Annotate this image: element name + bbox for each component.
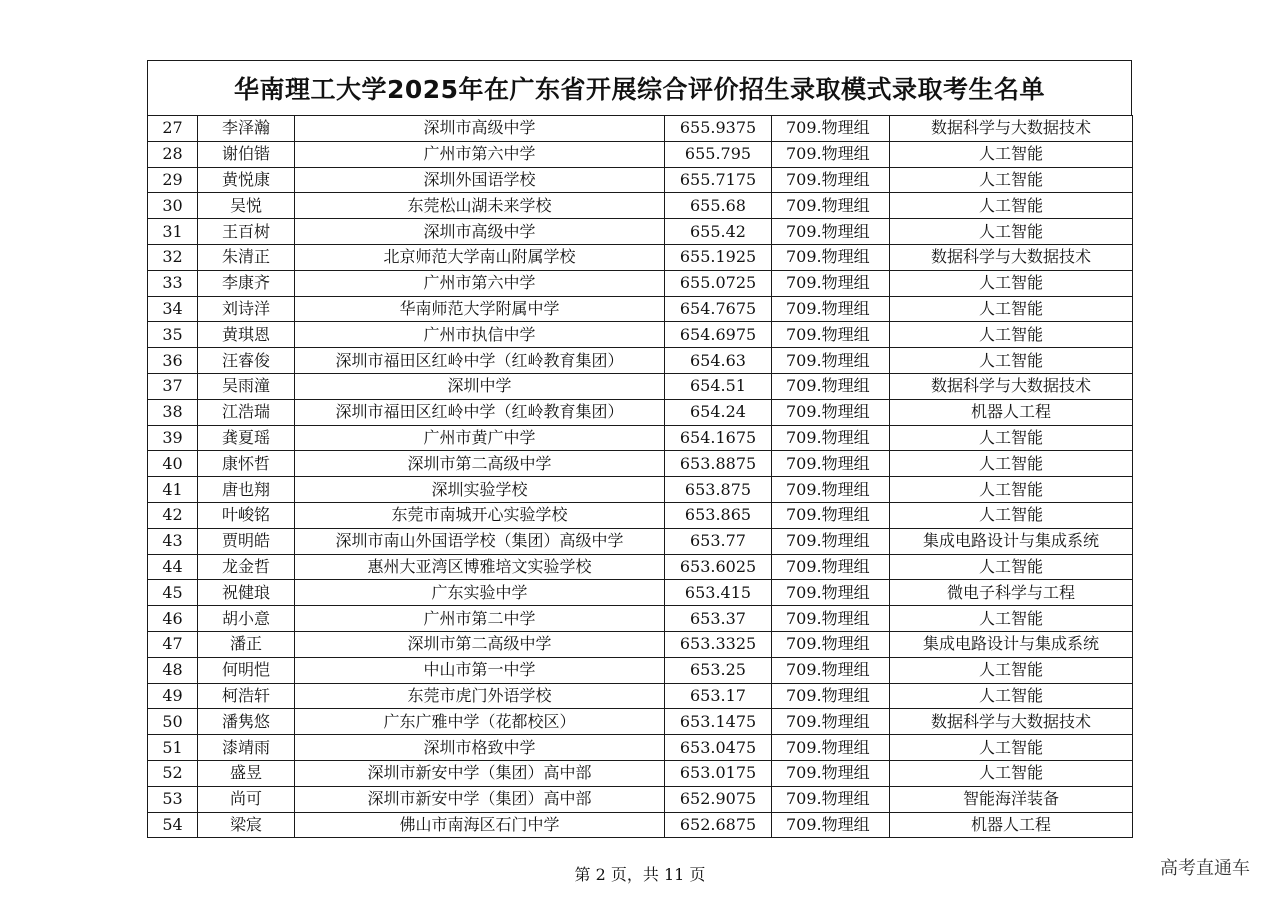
subject-group-cell: 709.物理组 — [772, 322, 890, 348]
table-row — [148, 812, 1133, 838]
major-cell: 人工智能 — [890, 141, 1133, 167]
student-name-cell: 潘正 — [198, 631, 295, 657]
row-number-cell: 33 — [148, 270, 198, 296]
subject-group-cell: 709.物理组 — [772, 528, 890, 554]
subject-group-cell: 709.物理组 — [772, 812, 890, 838]
row-number-cell: 44 — [148, 554, 198, 580]
row-number-cell: 41 — [148, 477, 198, 503]
student-name-cell: 王百树 — [198, 219, 295, 245]
row-number-cell: 51 — [148, 735, 198, 761]
school-cell: 东莞松山湖未来学校 — [295, 193, 665, 219]
student-name-cell: 何明恺 — [198, 657, 295, 683]
row-number-cell: 34 — [148, 296, 198, 322]
table-row — [148, 502, 1133, 528]
major-cell: 人工智能 — [890, 322, 1133, 348]
table-row — [148, 709, 1133, 735]
subject-group-cell: 709.物理组 — [772, 606, 890, 632]
school-cell: 深圳中学 — [295, 373, 665, 399]
subject-group-cell: 709.物理组 — [772, 502, 890, 528]
title-box — [147, 60, 1132, 115]
school-cell: 深圳市福田区红岭中学（红岭教育集团） — [295, 348, 665, 374]
major-cell: 人工智能 — [890, 451, 1133, 477]
major-cell: 人工智能 — [890, 554, 1133, 580]
score-cell: 653.415 — [665, 580, 772, 606]
subject-group-cell: 709.物理组 — [772, 580, 890, 606]
row-number-cell: 27 — [148, 116, 198, 142]
score-cell: 653.3325 — [665, 631, 772, 657]
major-cell: 人工智能 — [890, 167, 1133, 193]
score-cell: 653.8875 — [665, 451, 772, 477]
subject-group-cell: 709.物理组 — [772, 141, 890, 167]
table-row — [148, 425, 1133, 451]
row-number-cell: 46 — [148, 606, 198, 632]
score-cell: 655.42 — [665, 219, 772, 245]
school-cell: 深圳市高级中学 — [295, 219, 665, 245]
row-number-cell: 36 — [148, 348, 198, 374]
student-name-cell: 刘诗洋 — [198, 296, 295, 322]
school-cell: 华南师范大学附属中学 — [295, 296, 665, 322]
major-cell: 数据科学与大数据技术 — [890, 373, 1133, 399]
row-number-cell: 31 — [148, 219, 198, 245]
school-cell: 惠州大亚湾区博雅培文实验学校 — [295, 554, 665, 580]
score-cell: 654.1675 — [665, 425, 772, 451]
school-cell: 深圳市南山外国语学校（集团）高级中学 — [295, 528, 665, 554]
subject-group-cell: 709.物理组 — [772, 425, 890, 451]
admission-table-body — [148, 116, 1133, 838]
student-name-cell: 吴悦 — [198, 193, 295, 219]
subject-group-cell: 709.物理组 — [772, 399, 890, 425]
subject-group-cell: 709.物理组 — [772, 786, 890, 812]
row-number-cell: 45 — [148, 580, 198, 606]
score-cell: 653.0475 — [665, 735, 772, 761]
subject-group-cell: 709.物理组 — [772, 270, 890, 296]
admission-list-document — [147, 60, 1132, 838]
school-cell: 深圳市第二高级中学 — [295, 631, 665, 657]
student-name-cell: 盛昱 — [198, 760, 295, 786]
major-cell: 集成电路设计与集成系统 — [890, 528, 1133, 554]
score-cell: 654.24 — [665, 399, 772, 425]
score-cell: 654.63 — [665, 348, 772, 374]
student-name-cell: 吴雨潼 — [198, 373, 295, 399]
table-row — [148, 116, 1133, 142]
student-name-cell: 漆靖雨 — [198, 735, 295, 761]
subject-group-cell: 709.物理组 — [772, 451, 890, 477]
student-name-cell: 李康齐 — [198, 270, 295, 296]
score-cell: 653.77 — [665, 528, 772, 554]
school-cell: 广州市第二中学 — [295, 606, 665, 632]
table-row — [148, 167, 1133, 193]
student-name-cell: 潘隽悠 — [198, 709, 295, 735]
page-footer: 第 2 页，共 11 页 — [574, 865, 706, 884]
subject-group-cell: 709.物理组 — [772, 193, 890, 219]
major-cell: 人工智能 — [890, 502, 1133, 528]
table-row — [148, 786, 1133, 812]
table-row — [148, 141, 1133, 167]
student-name-cell: 谢伯锴 — [198, 141, 295, 167]
student-name-cell: 汪睿俊 — [198, 348, 295, 374]
school-cell: 深圳实验学校 — [295, 477, 665, 503]
row-number-cell: 50 — [148, 709, 198, 735]
student-name-cell: 叶峻铭 — [198, 502, 295, 528]
table-row — [148, 244, 1133, 270]
score-cell: 655.795 — [665, 141, 772, 167]
student-name-cell: 黄悦康 — [198, 167, 295, 193]
table-row — [148, 219, 1133, 245]
row-number-cell: 32 — [148, 244, 198, 270]
table-row — [148, 657, 1133, 683]
score-cell: 655.9375 — [665, 116, 772, 142]
school-cell: 广州市执信中学 — [295, 322, 665, 348]
major-cell: 人工智能 — [890, 219, 1133, 245]
major-cell: 人工智能 — [890, 606, 1133, 632]
row-number-cell: 43 — [148, 528, 198, 554]
major-cell: 数据科学与大数据技术 — [890, 116, 1133, 142]
major-cell: 人工智能 — [890, 657, 1133, 683]
school-cell: 深圳市格致中学 — [295, 735, 665, 761]
subject-group-cell: 709.物理组 — [772, 244, 890, 270]
school-cell: 佛山市南海区石门中学 — [295, 812, 665, 838]
student-name-cell: 梁宸 — [198, 812, 295, 838]
score-cell: 653.17 — [665, 683, 772, 709]
school-cell: 深圳市高级中学 — [295, 116, 665, 142]
school-cell: 深圳市新安中学（集团）高中部 — [295, 760, 665, 786]
row-number-cell: 53 — [148, 786, 198, 812]
row-number-cell: 28 — [148, 141, 198, 167]
school-cell: 深圳外国语学校 — [295, 167, 665, 193]
row-number-cell: 48 — [148, 657, 198, 683]
major-cell: 机器人工程 — [890, 399, 1133, 425]
major-cell: 人工智能 — [890, 425, 1133, 451]
subject-group-cell: 709.物理组 — [772, 735, 890, 761]
student-name-cell: 江浩瑞 — [198, 399, 295, 425]
subject-group-cell: 709.物理组 — [772, 348, 890, 374]
subject-group-cell: 709.物理组 — [772, 657, 890, 683]
score-cell: 654.7675 — [665, 296, 772, 322]
row-number-cell: 38 — [148, 399, 198, 425]
watermark-text: 高考直通车 — [1160, 858, 1250, 879]
table-row — [148, 528, 1133, 554]
subject-group-cell: 709.物理组 — [772, 709, 890, 735]
student-name-cell: 柯浩轩 — [198, 683, 295, 709]
student-name-cell: 黄琪恩 — [198, 322, 295, 348]
score-cell: 655.1925 — [665, 244, 772, 270]
table-row — [148, 477, 1133, 503]
school-cell: 广东实验中学 — [295, 580, 665, 606]
score-cell: 654.6975 — [665, 322, 772, 348]
major-cell: 人工智能 — [890, 735, 1133, 761]
table-row — [148, 373, 1133, 399]
school-cell: 深圳市新安中学（集团）高中部 — [295, 786, 665, 812]
score-cell: 653.875 — [665, 477, 772, 503]
row-number-cell: 52 — [148, 760, 198, 786]
admission-table — [147, 115, 1133, 838]
row-number-cell: 39 — [148, 425, 198, 451]
subject-group-cell: 709.物理组 — [772, 296, 890, 322]
major-cell: 机器人工程 — [890, 812, 1133, 838]
subject-group-cell: 709.物理组 — [772, 683, 890, 709]
student-name-cell: 祝健琅 — [198, 580, 295, 606]
score-cell: 653.0175 — [665, 760, 772, 786]
table-row — [148, 451, 1133, 477]
score-cell: 652.9075 — [665, 786, 772, 812]
table-row — [148, 270, 1133, 296]
table-row — [148, 554, 1133, 580]
major-cell: 人工智能 — [890, 683, 1133, 709]
table-row — [148, 193, 1133, 219]
table-row — [148, 683, 1133, 709]
subject-group-cell: 709.物理组 — [772, 477, 890, 503]
school-cell: 东莞市虎门外语学校 — [295, 683, 665, 709]
major-cell: 人工智能 — [890, 348, 1133, 374]
table-row — [148, 322, 1133, 348]
school-cell: 广州市黄广中学 — [295, 425, 665, 451]
school-cell: 东莞市南城开心实验学校 — [295, 502, 665, 528]
subject-group-cell: 709.物理组 — [772, 760, 890, 786]
score-cell: 652.6875 — [665, 812, 772, 838]
score-cell: 655.7175 — [665, 167, 772, 193]
major-cell: 智能海洋装备 — [890, 786, 1133, 812]
row-number-cell: 35 — [148, 322, 198, 348]
major-cell: 集成电路设计与集成系统 — [890, 631, 1133, 657]
major-cell: 人工智能 — [890, 270, 1133, 296]
row-number-cell: 30 — [148, 193, 198, 219]
subject-group-cell: 709.物理组 — [772, 554, 890, 580]
student-name-cell: 李泽瀚 — [198, 116, 295, 142]
major-cell: 数据科学与大数据技术 — [890, 709, 1133, 735]
table-row — [148, 399, 1133, 425]
student-name-cell: 贾明皓 — [198, 528, 295, 554]
document-title: 华南理工大学2025年在广东省开展综合评价招生录取模式录取考生名单 — [233, 75, 1046, 104]
score-cell: 654.51 — [665, 373, 772, 399]
school-cell: 深圳市第二高级中学 — [295, 451, 665, 477]
major-cell: 数据科学与大数据技术 — [890, 244, 1133, 270]
major-cell: 人工智能 — [890, 760, 1133, 786]
score-cell: 653.1475 — [665, 709, 772, 735]
score-cell: 653.865 — [665, 502, 772, 528]
school-cell: 北京师范大学南山附属学校 — [295, 244, 665, 270]
student-name-cell: 龙金哲 — [198, 554, 295, 580]
subject-group-cell: 709.物理组 — [772, 219, 890, 245]
school-cell: 广州市第六中学 — [295, 270, 665, 296]
major-cell: 微电子科学与工程 — [890, 580, 1133, 606]
student-name-cell: 胡小意 — [198, 606, 295, 632]
score-cell: 653.6025 — [665, 554, 772, 580]
table-row — [148, 348, 1133, 374]
student-name-cell: 龚夏瑶 — [198, 425, 295, 451]
school-cell: 深圳市福田区红岭中学（红岭教育集团） — [295, 399, 665, 425]
table-row — [148, 735, 1133, 761]
score-cell: 655.68 — [665, 193, 772, 219]
score-cell: 655.0725 — [665, 270, 772, 296]
row-number-cell: 49 — [148, 683, 198, 709]
student-name-cell: 唐也翔 — [198, 477, 295, 503]
subject-group-cell: 709.物理组 — [772, 116, 890, 142]
table-row — [148, 631, 1133, 657]
table-row — [148, 760, 1133, 786]
major-cell: 人工智能 — [890, 477, 1133, 503]
row-number-cell: 54 — [148, 812, 198, 838]
student-name-cell: 康怀哲 — [198, 451, 295, 477]
student-name-cell: 尚可 — [198, 786, 295, 812]
table-row — [148, 606, 1133, 632]
table-row — [148, 580, 1133, 606]
row-number-cell: 42 — [148, 502, 198, 528]
table-row — [148, 296, 1133, 322]
row-number-cell: 47 — [148, 631, 198, 657]
row-number-cell: 37 — [148, 373, 198, 399]
row-number-cell: 40 — [148, 451, 198, 477]
major-cell: 人工智能 — [890, 193, 1133, 219]
score-cell: 653.37 — [665, 606, 772, 632]
major-cell: 人工智能 — [890, 296, 1133, 322]
score-cell: 653.25 — [665, 657, 772, 683]
school-cell: 广东广雅中学（花都校区） — [295, 709, 665, 735]
subject-group-cell: 709.物理组 — [772, 167, 890, 193]
subject-group-cell: 709.物理组 — [772, 631, 890, 657]
student-name-cell: 朱清正 — [198, 244, 295, 270]
school-cell: 广州市第六中学 — [295, 141, 665, 167]
school-cell: 中山市第一中学 — [295, 657, 665, 683]
subject-group-cell: 709.物理组 — [772, 373, 890, 399]
row-number-cell: 29 — [148, 167, 198, 193]
